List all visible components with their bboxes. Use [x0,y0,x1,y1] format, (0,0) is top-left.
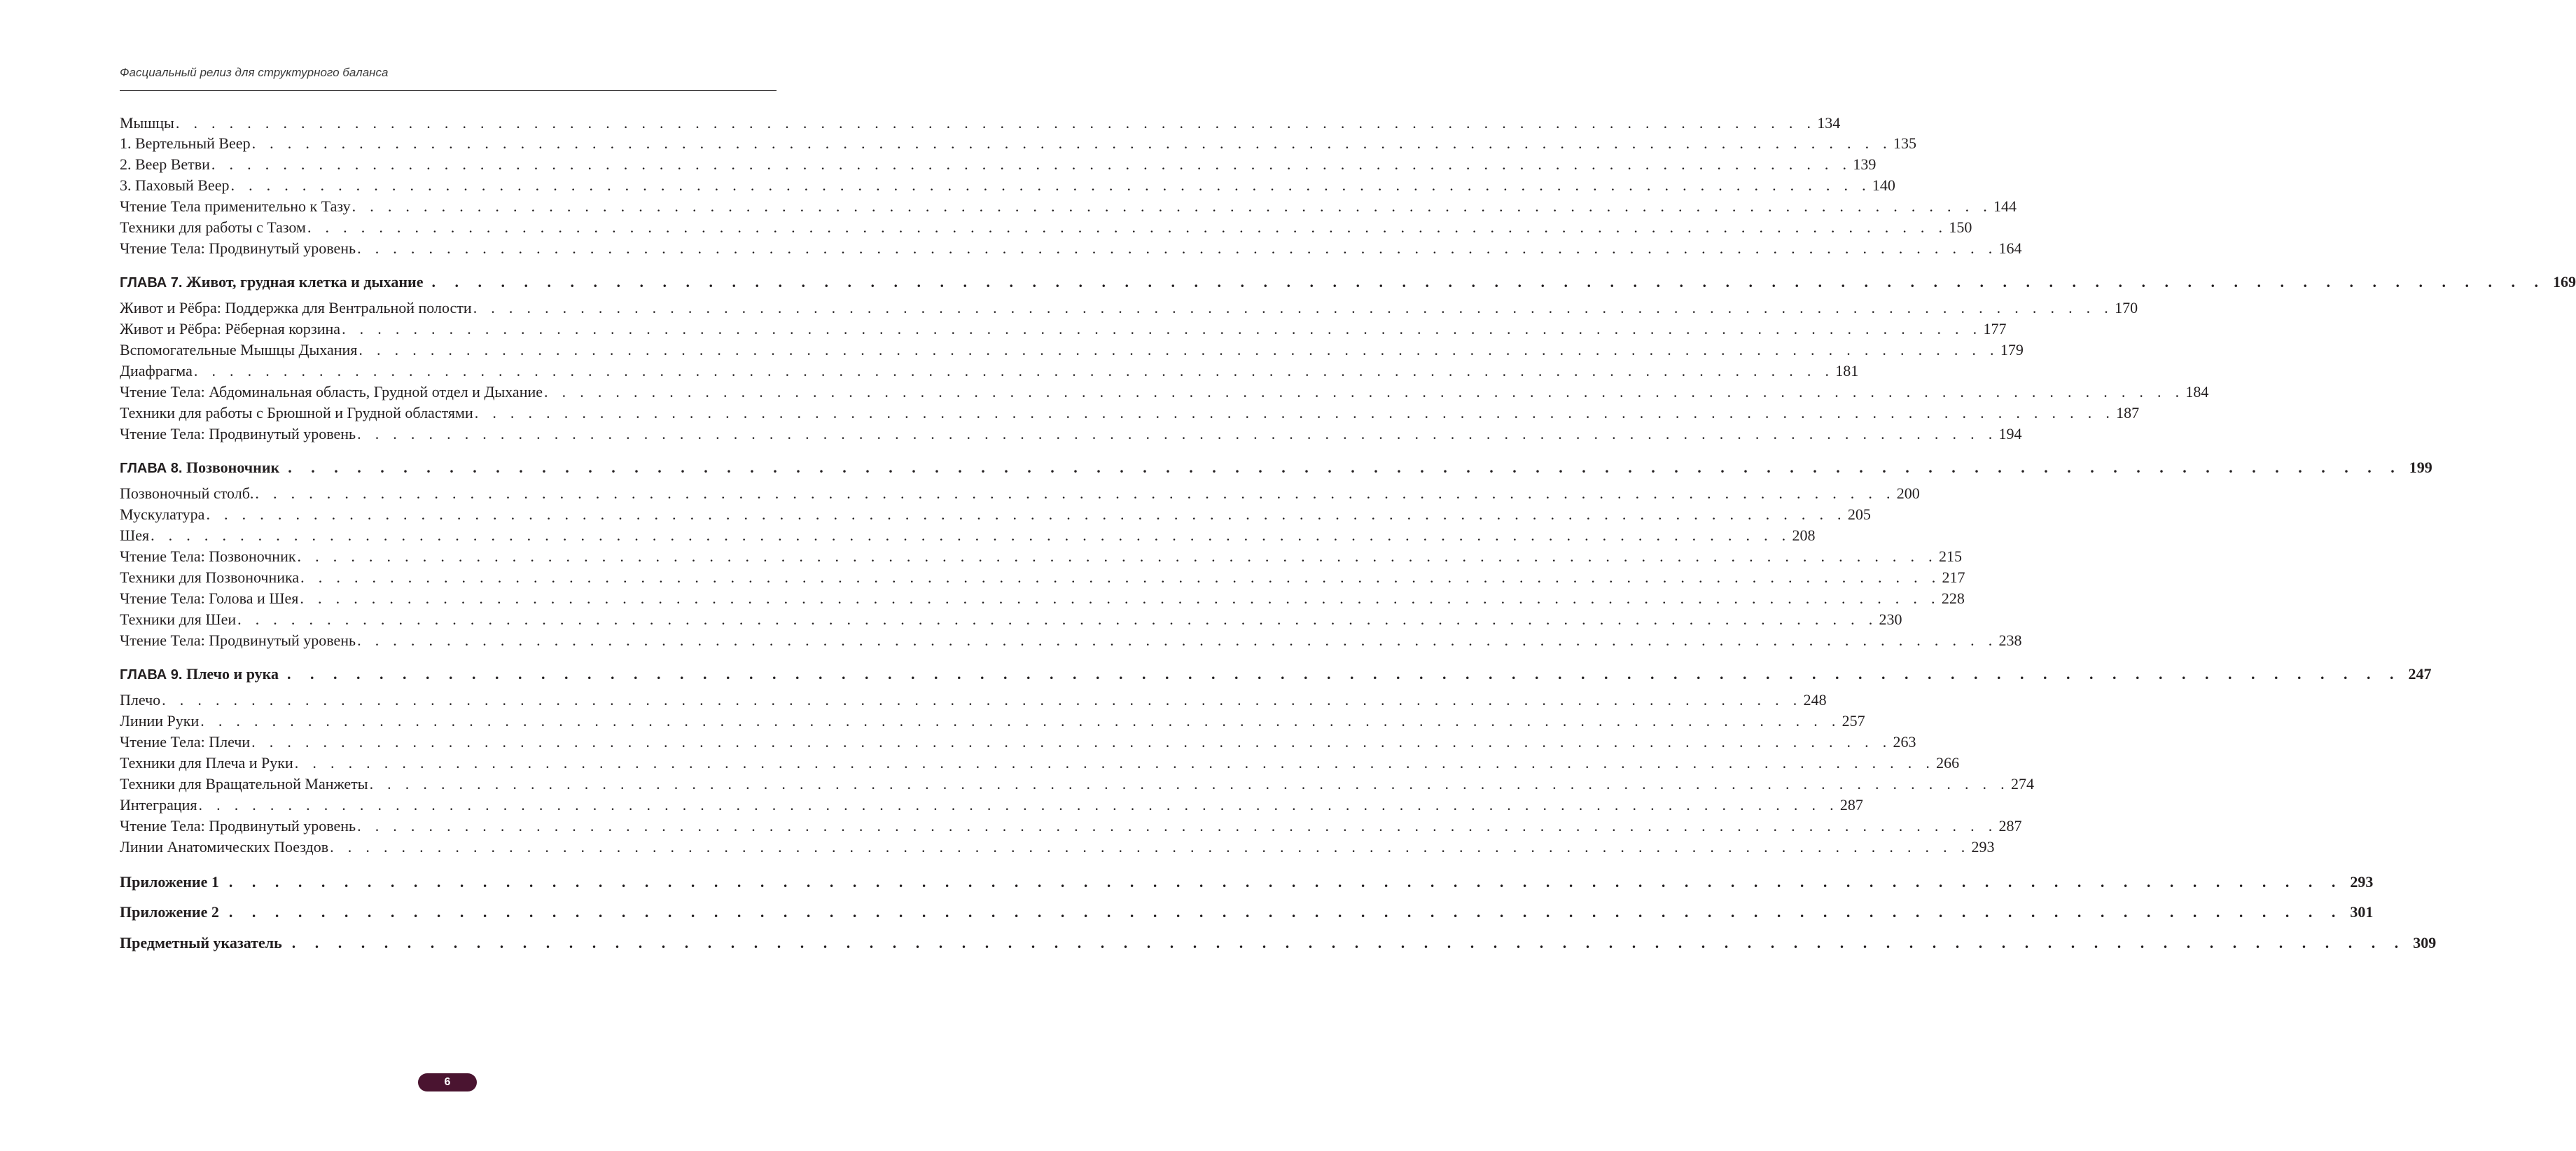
toc-entry[interactable] [120,505,1871,524]
dot-leader: . . . . . . . . . . . . . . . . . . . . . . . . . . . . . . . . . . . . . . . . . . . . . . . . . . . . . . . . . . . . . . . . . . . . . . . . . . . . . . . . . . . . . . . . . . . . [237,611,1878,628]
toc-entry[interactable] [120,298,2138,318]
toc-entry-title: Позвоночный столб. [120,484,254,502]
toc-entry-page: 266 [1936,754,1960,772]
toc-entry-page: 215 [1938,547,1962,565]
chapter-page: 169 [2552,273,2576,291]
toc-entry-title: Чтение Тела: Позвоночник [120,547,296,565]
dot-leader: . . . . . . . . . . . . . . . . . . . . . . . . . . . . . . . . . . . . . . . . . . . . . . . . . . . . . . . . . . . . . . . . . . . . . . . . . . . . . . . . . . . . . . . . . . . . [358,341,1999,358]
page-number-badge: 6 [418,1073,477,1091]
toc-entry-title: Чтение Тела: Голова и Шея [120,590,299,607]
toc-entry[interactable] [120,218,1972,237]
toc-entry-page: 257 [1842,712,1865,730]
toc-entry-title: Техники для Позвоночника [120,568,300,586]
toc-entry[interactable] [120,484,1920,503]
toc-entry-page: 200 [1896,484,1920,502]
toc-entry-page: 139 [1853,155,1877,173]
toc-entry[interactable] [120,361,1859,381]
toc-entry-title: 2. Веер Ветви [120,155,210,173]
dot-leader: . . . . . . . . . . . . . . . . . . . . . . . . . . . . . . . . . . . . . . . . . . . . . . . . . . . . . . . . . . . . . . . . . . . . . . . . . . . . . . . . . . . . . . . . . . . . [357,239,1998,257]
dot-leader: . . . . . . . . . . . . . . . . . . . . . . . . . . . . . . . . . . . . . . . . . . . . . . . . . . . . . . . . . . . . . . . . . . . . . . . . . . . . . . . . . . . . . . . . . . . . [291,934,2407,951]
dot-leader: . . . . . . . . . . . . . . . . . . . . . . . . . . . . . . . . . . . . . . . . . . . . . . . . . . . . . . . . . . . . . . . . . . . . . . . . . . . . . . . . . . . . . . . . . . . . [474,404,2115,421]
dot-leader: . . . . . . . . . . . . . . . . . . . . . . . . . . . . . . . . . . . . . . . . . . . . . . . . . . . . . . . . . . . . . . . . . . . . . . . . . . . . . . . . . . . . . . . . . . . . [357,817,1998,835]
toc-entry[interactable] [120,610,1902,629]
toc-entry[interactable] [120,424,2022,444]
toc-entry-title: 3. Паховый Веер [120,176,230,194]
chapter-name: Плечо и рука [186,665,279,683]
toc-entry-title: Живот и Рёбра: Поддержка для Вентральной полости [120,299,472,316]
toc-entry-page: 181 [1835,362,1859,379]
toc-entry-page: 184 [2185,383,2209,400]
chapter-label: ГЛАВА 7. [120,275,183,291]
appendix-page: 293 [2350,873,2374,891]
appendix-2-entry[interactable] [120,902,2374,922]
dot-leader: . . . . . . . . . . . . . . . . . . . . . . . . . . . . . . . . . . . . . . . . . . . . . . . . . . . . . . . . . . . . . . . . . . . . . . . . . . . . . . . . . . . . . . . . . . . . [200,712,1841,730]
toc-entry-page: 274 [2010,775,2034,793]
chapter-title [120,458,279,478]
dot-leader: . . . . . . . . . . . . . . . . . . . . . . . . . . . . . . . . . . . . . . . . . . . . . . . . . . . . . . . . . . . . . . . . . . . . . . . . . . . . . . . . . . . . . . . . . . . . [251,733,1892,751]
appendix-1-entry[interactable] [120,872,2374,892]
toc-entry[interactable] [120,155,1877,174]
toc-entry-title: Плечо [120,691,161,709]
toc-entry-page: 205 [1847,505,1871,523]
toc-entry-title: Техники для Шеи [120,611,237,628]
running-head: Фасциальный релиз для структурного баланса [120,66,389,79]
toc-entry-title: Техники для работы с Тазом [120,218,306,236]
toc-entry-page: 187 [2116,404,2140,421]
dot-leader: . . . . . . . . . . . . . . . . . . . . . . . . . . . . . . . . . . . . . . . . . . . . . . . . . . . . . . . . . . . . . . . . . . . . . . . . . . . . . . . . . . . . . . . . . . . . [206,505,1846,523]
chapter-page: 199 [2409,459,2432,476]
toc-entry-page: 150 [1949,218,1972,236]
chapter-name: Живот, грудная клетка и дыхание [186,273,424,291]
toc-entry-title: Техники для Плеча и Руки [120,754,293,772]
toc-entry[interactable] [120,526,1816,545]
toc-entry[interactable] [120,589,1965,608]
header-rule [120,90,777,91]
toc-entry-title: Чтение Тела: Продвинутый уровень [120,239,356,257]
chapter-page: 247 [2408,665,2432,683]
dot-leader: . . . . . . . . . . . . . . . . . . . . . . . . . . . . . . . . . . . . . . . . . . . . . . . . . . . . . . . . . . . . . . . . . . . . . . . . . . . . . . . . . . . . . . . . . . . . [307,218,1948,236]
toc-entry-page: 140 [1872,176,1895,194]
toc-entry-page: 208 [1792,526,1816,544]
toc-entry-title: Чтение Тела: Плечи [120,733,251,751]
toc-entry-title: Диафрагма [120,362,193,379]
dot-leader: . . . . . . . . . . . . . . . . . . . . . . . . . . . . . . . . . . . . . . . . . . . . . . . . . . . . . . . . . . . . . . . . . . . . . . . . . . . . . . . . . . . . . . . . . . . . [431,273,2546,291]
toc-entry-title: Интеграция [120,796,197,814]
toc-entry-title: Чтение Тела: Продвинутый уровень [120,817,356,835]
appendix-title: Приложение 2 [120,903,219,921]
dot-leader: . . . . . . . . . . . . . . . . . . . . . . . . . . . . . . . . . . . . . . . . . . . . . . . . . . . . . . . . . . . . . . . . . . . . . . . . . . . . . . . . . . . . . . . . . . . . [255,484,1895,502]
toc-entry[interactable] [120,382,2209,402]
toc-entry-title: Чтение Тела применительно к Тазу [120,197,351,215]
dot-leader: . . . . . . . . . . . . . . . . . . . . . . . . . . . . . . . . . . . . . . . . . . . . . . . . . . . . . . . . . . . . . . . . . . . . . . . . . . . . . . . . . . . . . . . . . . . . [175,114,1816,132]
toc-entry-page: 217 [1942,568,1965,586]
toc-entry-title: Техники для работы с Брюшной и Грудной областями [120,404,473,421]
toc-entry-title: Мышцы [120,114,174,132]
dot-leader: . . . . . . . . . . . . . . . . . . . . . . . . . . . . . . . . . . . . . . . . . . . . . . . . . . . . . . . . . . . . . . . . . . . . . . . . . . . . . . . . . . . . . . . . . . . . [357,632,1998,649]
toc-entry-title: Вспомогательные Мышцы Дыхания [120,341,358,358]
toc-entry-title: Шея [120,526,150,544]
toc-entry-title: Живот и Рёбра: Рёберная корзина [120,320,341,337]
dot-leader: . . . . . . . . . . . . . . . . . . . . . . . . . . . . . . . . . . . . . . . . . . . . . . . . . . . . . . . . . . . . . . . . . . . . . . . . . . . . . . . . . . . . . . . . . . . . [297,547,1937,565]
toc-entry[interactable] [120,176,1895,195]
toc-entry-page: 287 [1998,817,2022,835]
toc-entry[interactable] [120,795,1863,815]
toc-entry-page: 134 [1817,114,1841,132]
dot-leader: . . . . . . . . . . . . . . . . . . . . . . . . . . . . . . . . . . . . . . . . . . . . . . . . . . . . . . . . . . . . . . . . . . . . . . . . . . . . . . . . . . . . . . . . . . . . [162,691,1802,709]
dot-leader: . . . . . . . . . . . . . . . . . . . . . . . . . . . . . . . . . . . . . . . . . . . . . . . . . . . . . . . . . . . . . . . . . . . . . . . . . . . . . . . . . . . . . . . . . . . . [300,590,1940,607]
toc-entry-title: Чтение Тела: Продвинутый уровень [120,425,356,442]
dot-leader: . . . . . . . . . . . . . . . . . . . . . . . . . . . . . . . . . . . . . . . . . . . . . . . . . . . . . . . . . . . . . . . . . . . . . . . . . . . . . . . . . . . . . . . . . . . . [300,568,1941,586]
dot-leader: . . . . . . . . . . . . . . . . . . . . . . . . . . . . . . . . . . . . . . . . . . . . . . . . . . . . . . . . . . . . . . . . . . . . . . . . . . . . . . . . . . . . . . . . . . . . [473,299,2114,316]
dot-leader: . . . . . . . . . . . . . . . . . . . . . . . . . . . . . . . . . . . . . . . . . . . . . . . . . . . . . . . . . . . . . . . . . . . . . . . . . . . . . . . . . . . . . . . . . . . . [544,383,2185,400]
toc-entry-page: 135 [1893,134,1916,152]
toc-entry[interactable] [120,753,1960,773]
toc-entry[interactable] [120,403,2140,423]
dot-leader: . . . . . . . . . . . . . . . . . . . . . . . . . . . . . . . . . . . . . . . . . . . . . . . . . . . . . . . . . . . . . . . . . . . . . . . . . . . . . . . . . . . . . . . . . . . . [287,665,2402,683]
toc-entry-title: Чтение Тела: Абдоминальная область, Грудной отдел и Дыхание [120,383,543,400]
toc-entry[interactable] [120,547,1962,566]
chapter-name: Позвоночник [186,459,280,476]
dot-leader: . . . . . . . . . . . . . . . . . . . . . . . . . . . . . . . . . . . . . . . . . . . . . . . . . . . . . . . . . . . . . . . . . . . . . . . . . . . . . . . . . . . . . . . . . . . . [294,754,1935,772]
dot-leader: . . . . . . . . . . . . . . . . . . . . . . . . . . . . . . . . . . . . . . . . . . . . . . . . . . . . . . . . . . . . . . . . . . . . . . . . . . . . . . . . . . . . . . . . . . . . [193,362,1834,379]
toc-entry-page: 177 [1983,320,2007,337]
dot-leader: . . . . . . . . . . . . . . . . . . . . . . . . . . . . . . . . . . . . . . . . . . . . . . . . . . . . . . . . . . . . . . . . . . . . . . . . . . . . . . . . . . . . . . . . . . . . [351,197,1993,215]
chapter-7-heading[interactable] [120,272,2576,293]
toc-entry-title: Техники для Вращательной Манжеты [120,775,368,793]
toc-entry[interactable] [120,631,2022,650]
toc-entry-page: 230 [1879,611,1902,628]
toc-entry-page: 228 [1941,590,1965,607]
toc-entry[interactable] [120,340,2024,360]
toc-entry-title: Чтение Тела: Продвинутый уровень [120,632,356,649]
subject-index-entry[interactable] [120,933,2437,953]
dot-leader: . . . . . . . . . . . . . . . . . . . . . . . . . . . . . . . . . . . . . . . . . . . . . . . . . . . . . . . . . . . . . . . . . . . . . . . . . . . . . . . . . . . . . . . . . . . . [330,838,1970,856]
dot-leader: . . . . . . . . . . . . . . . . . . . . . . . . . . . . . . . . . . . . . . . . . . . . . . . . . . . . . . . . . . . . . . . . . . . . . . . . . . . . . . . . . . . . . . . . . . . . [230,176,1871,194]
toc-entry[interactable] [120,568,1965,587]
toc-entry-page: 144 [1993,197,2017,215]
toc-entry-title: Мускулатура [120,505,205,523]
dot-leader: . . . . . . . . . . . . . . . . . . . . . . . . . . . . . . . . . . . . . . . . . . . . . . . . . . . . . . . . . . . . . . . . . . . . . . . . . . . . . . . . . . . . . . . . . . . . [369,775,2010,793]
toc-entry-page: 194 [1998,425,2022,442]
appendix-page: 301 [2350,903,2374,921]
toc-entry[interactable] [120,134,1916,153]
dot-leader: . . . . . . . . . . . . . . . . . . . . . . . . . . . . . . . . . . . . . . . . . . . . . . . . . . . . . . . . . . . . . . . . . . . . . . . . . . . . . . . . . . . . . . . . . . . . [228,873,2344,891]
toc-entry[interactable] [120,816,2022,836]
toc-entry-page: 170 [2115,299,2138,316]
toc-entry-title: 1. Вертельный Веер [120,134,251,152]
dot-leader: . . . . . . . . . . . . . . . . . . . . . . . . . . . . . . . . . . . . . . . . . . . . . . . . . . . . . . . . . . . . . . . . . . . . . . . . . . . . . . . . . . . . . . . . . . . . [211,155,1852,173]
toc-entry[interactable] [120,690,1827,710]
toc-entry-title: Линии Анатомических Поездов [120,838,329,856]
toc-entry-page: 238 [1998,632,2022,649]
toc-entry-page: 293 [1971,838,1995,856]
dot-leader: . . . . . . . . . . . . . . . . . . . . . . . . . . . . . . . . . . . . . . . . . . . . . . . . . . . . . . . . . . . . . . . . . . . . . . . . . . . . . . . . . . . . . . . . . . . . [151,526,1791,544]
chapter-label: ГЛАВА 8. [120,461,183,476]
index-title: Предметный указатель [120,934,282,951]
toc-entry[interactable] [120,774,2034,794]
toc-entry-page: 179 [2000,341,2024,358]
toc-entry-page: 263 [1893,733,1916,751]
toc-entry-page: 248 [1803,691,1827,709]
dot-leader: . . . . . . . . . . . . . . . . . . . . . . . . . . . . . . . . . . . . . . . . . . . . . . . . . . . . . . . . . . . . . . . . . . . . . . . . . . . . . . . . . . . . . . . . . . . . [251,134,1892,152]
chapter-9-heading[interactable] [120,664,2432,685]
toc-entry[interactable] [120,732,1916,752]
dot-leader: . . . . . . . . . . . . . . . . . . . . . . . . . . . . . . . . . . . . . . . . . . . . . . . . . . . . . . . . . . . . . . . . . . . . . . . . . . . . . . . . . . . . . . . . . . . . [288,459,2402,476]
toc-entry[interactable] [120,837,1995,857]
toc-entry[interactable] [120,319,2007,339]
dot-leader: . . . . . . . . . . . . . . . . . . . . . . . . . . . . . . . . . . . . . . . . . . . . . . . . . . . . . . . . . . . . . . . . . . . . . . . . . . . . . . . . . . . . . . . . . . . . [342,320,1982,337]
toc-entry-page: 164 [1998,239,2022,257]
appendix-title: Приложение 1 [120,873,219,891]
dot-leader: . . . . . . . . . . . . . . . . . . . . . . . . . . . . . . . . . . . . . . . . . . . . . . . . . . . . . . . . . . . . . . . . . . . . . . . . . . . . . . . . . . . . . . . . . . . . [198,796,1839,814]
dot-leader: . . . . . . . . . . . . . . . . . . . . . . . . . . . . . . . . . . . . . . . . . . . . . . . . . . . . . . . . . . . . . . . . . . . . . . . . . . . . . . . . . . . . . . . . . . . . [228,903,2344,921]
toc-entry-title: Линии Руки [120,712,200,730]
dot-leader: . . . . . . . . . . . . . . . . . . . . . . . . . . . . . . . . . . . . . . . . . . . . . . . . . . . . . . . . . . . . . . . . . . . . . . . . . . . . . . . . . . . . . . . . . . . . [357,425,1998,442]
index-page: 309 [2413,934,2437,951]
toc-entry-page: 287 [1839,796,1863,814]
toc-entry[interactable] [120,197,2017,216]
chapter-title [120,664,279,685]
toc-entry[interactable] [120,239,2022,258]
toc-entry[interactable] [120,113,1841,133]
chapter-label: ГЛАВА 9. [120,667,183,683]
toc-entry[interactable] [120,711,1865,731]
chapter-8-heading[interactable] [120,458,2432,478]
chapter-title [120,272,423,293]
